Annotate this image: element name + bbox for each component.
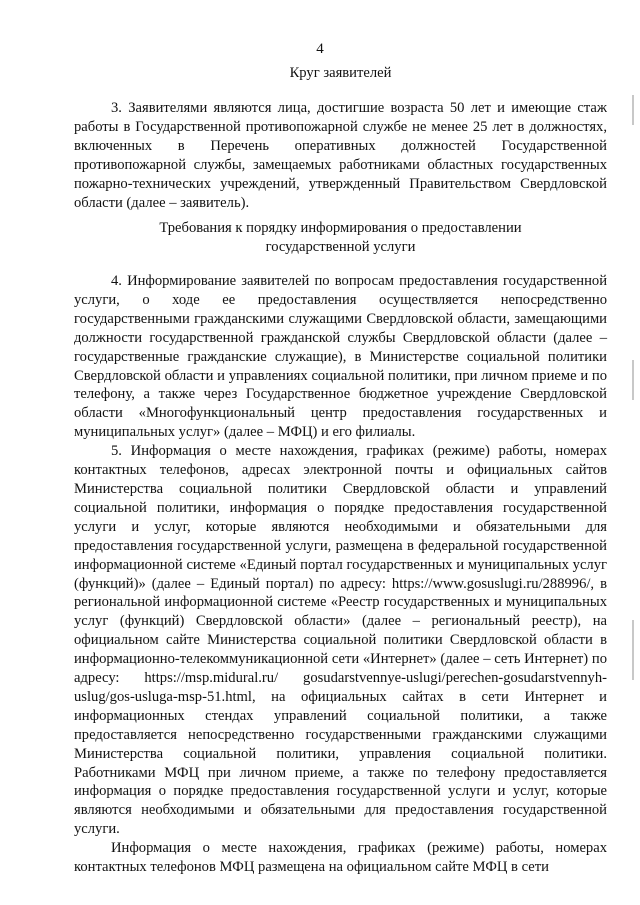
section-title-line-1: Требования к порядку информирования о предоставлении [159,220,522,236]
paragraph-4: 4. Информирование заявителей по вопросам предоставления государственной услуги, о ходе ее предоставления осуществляется непосредственно государственными гражданскими служащими Свердловской области, замещающими должности государственной гражданской службы Свердловской области (далее – государственные гражданские служащие), в Министерстве социальной политики Свердловской области и управлениях социальной политики, при личном приеме и по телефону, а также через Государственное бюджетное учреждение Свердловской области «Многофункциональный центр предоставления государственных и муниципальных услуг» (далее – МФЦ) и его филиалы. [74,273,607,441]
scan-edge-mark [632,360,634,400]
page-number: 4 [316,41,324,57]
scan-edge-mark [632,620,634,680]
section-title-applicants: Круг заявителей [289,65,392,81]
section-title-information-requirements [74,219,607,257]
paragraph-3: 3. Заявителями являются лица, достигшие возраста 50 лет и имеющие стаж работы в Государственной противопожарной службе не менее 25 лет в должностях, включенных в Перечень оперативных должностей Государственной противопожарной службы, замещаемых работниками областных государственных пожарно-технических учреждений, утвержденный Правительством Свердловской области (далее – заявитель). [74,100,607,211]
scan-edge-mark [632,95,634,125]
section-title-line-2: государственной услуги [265,238,416,255]
paragraph-mfc-info: Информация о месте нахождения, графиках (режиме) работы, номерах контактных телефонов МФЦ размещена на официальном сайте МФЦ в сети [74,840,607,876]
section-information-body [74,272,607,877]
paragraph-5: 5. Информация о месте нахождения, графиках (режиме) работы, номерах контактных телефонов, адресах электронной почты и официальных сайтов Министерства социальной политики Свердловской области и управлений социальной политики, информация о порядке предоставления государственной услуги и услуг, которые являются необходимыми и обязательными для предоставления государственной услуги, размещена в федеральной государственной информационной системе «Единый портал государственных и муниципальных услуг (функций)» (далее – Единый портал) по адресу: https://www.gosuslugi.ru/288996/, в региональной информационной системе «Реестр государственных и муниципальных услуг (функций) Свердловской области» (далее – региональный реестр), на официальном сайте Министерства социальной политики Свердловской области в информационно-телекоммуникационной сети «Интернет» (далее – сеть Интернет) по адресу: https://msp.midural.ru/ gosudarstvennye-uslugi/perechen-gosudarstvennyh-uslug/gos-usluga-msp-51.html, на официальных сайтах в сети Интернет и информационных стендах управлений социальной политики, а также предоставляется непосредственно государственными гражданскими служащими Министерства социальной политики, управления социальной политики. Работниками МФЦ при личном приеме, а также по телефону предоставляется информация о порядке предоставления государственной услуги и услуг, которые являются необходимыми и обязательными для предоставления государственной услуги. [74,443,607,838]
section-applicants-body [74,99,607,212]
